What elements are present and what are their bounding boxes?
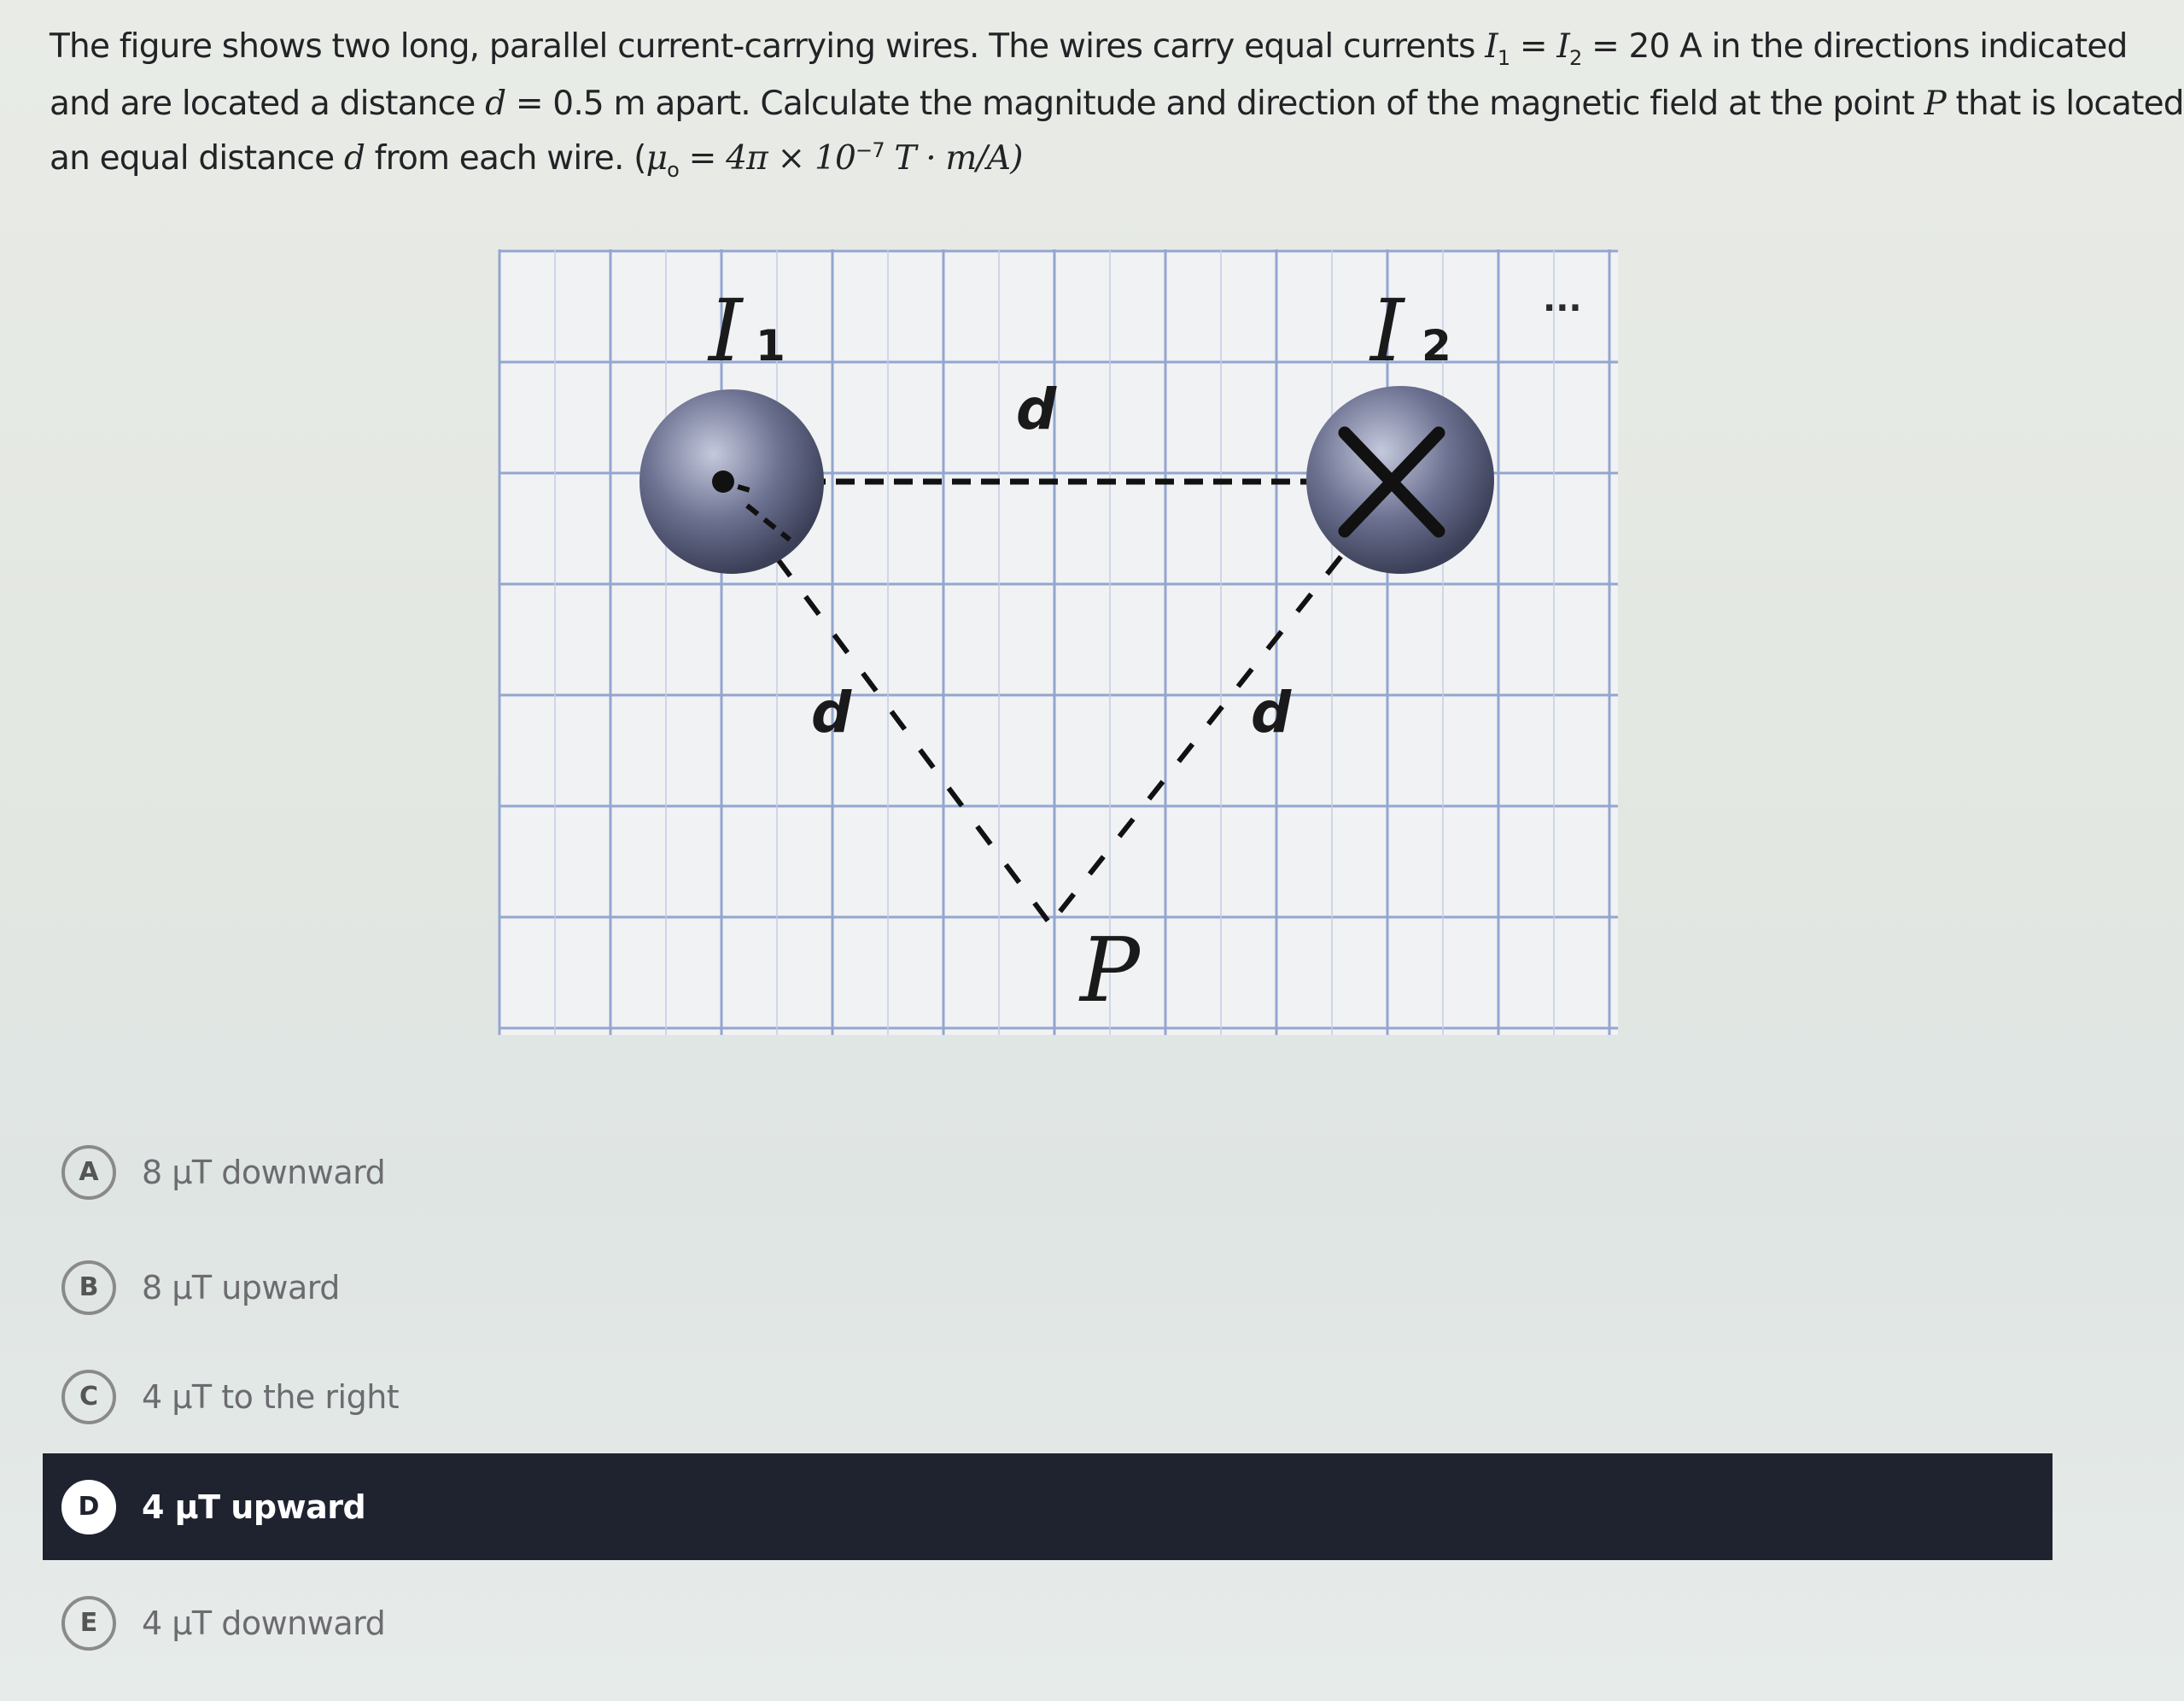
mu-subscript: o [667,157,680,182]
question-fragment: = 0.5 m apart. Calculate the magnitude and direction of the magnetic field at the point [505,84,1924,123]
question-line-3 [50,127,2039,193]
option-label: 4 μT downward [142,1604,386,1642]
option-c[interactable] [43,1343,2053,1450]
wires-figure [499,249,1618,1035]
mu-symbol: μ [645,138,668,178]
question-fragment: The figure shows two long, parallel current-carrying wires. The wires carry equal currents [50,27,1486,66]
label-point-p: P [1080,918,1140,1022]
option-label: 4 μT to the right [142,1377,400,1416]
question-line-2 [50,81,2184,127]
option-letter-badge: A [61,1145,116,1200]
option-letter-badge: E [61,1596,116,1651]
figure-svg [499,249,1618,1035]
option-e[interactable] [43,1569,2053,1676]
current-symbol: I [1485,27,1498,66]
question-fragment: an equal distance [50,138,344,178]
label-d-top: d [1016,377,1057,442]
option-b[interactable] [43,1234,2053,1341]
option-label: 8 μT downward [142,1153,386,1191]
label-d-left: d [811,680,852,745]
label-i2-subscript: 2 [1422,321,1451,371]
more-icon: ··· [1543,289,1582,328]
exponent: −7 [855,137,885,162]
label-d-right: d [1251,680,1292,745]
option-a[interactable] [43,1119,2053,1225]
current-subscript: 2 [1568,45,1582,70]
question-fragment: = [1510,27,1557,66]
current-subscript: 1 [1497,45,1510,70]
option-label: 8 μT upward [142,1268,340,1306]
label-i1: I [709,281,743,381]
distance-symbol: d [485,84,506,123]
question-fragment: from each wire. ( [365,138,646,178]
question-fragment: that is located [1945,84,2184,123]
question-text [50,24,2184,193]
question-fragment: = 20 A in the directions indicated [1581,27,2128,66]
question-fragment: = 4π × 10 [679,138,856,178]
option-letter-badge: B [61,1260,116,1315]
question-line-1 [50,24,2128,81]
option-letter-badge: D [61,1480,116,1534]
current-symbol: I [1556,27,1569,66]
point-symbol: P [1924,84,1946,123]
option-d[interactable] [43,1453,2053,1560]
option-letter-badge: C [61,1370,116,1424]
label-i2: I [1370,281,1404,381]
label-i1-subscript: 1 [756,321,785,371]
question-fragment: and are located a distance [50,84,486,123]
question-fragment: T · m/A) [884,138,1023,178]
option-label: 4 μT upward [142,1488,366,1526]
distance-symbol: d [343,138,365,178]
